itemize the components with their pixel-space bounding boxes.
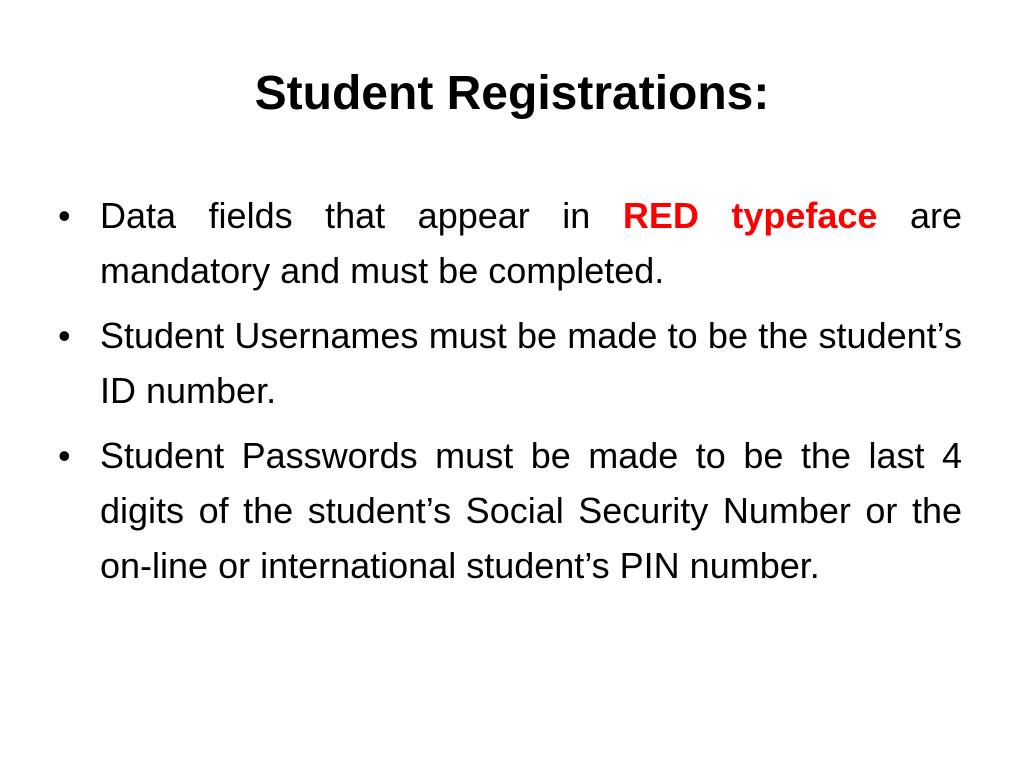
bullet-dot-icon: • [58,435,71,476]
bullet-text: Student Usernames must be made to be the student’s ID number. [100,315,962,411]
bullet-dot-icon: • [58,195,71,236]
bullet-list [58,188,962,603]
bullet-item-passwords [58,428,962,593]
bullet-text-before: Data fields that appear in [100,195,623,236]
red-typeface-highlight: RED typeface [622,195,878,236]
bullet-text-after: are mandatory and must be completed. [100,195,962,291]
slide-title: Student Registrations: [254,67,770,120]
bullet-item-mandatory-fields [58,188,962,298]
bullet-text: Student Passwords must be made to be the last 4 digits of the student’s Social Security Number or the on-line or international student’s PIN number. [100,435,962,586]
bullet-dot-icon: • [58,315,71,356]
bullet-item-usernames [58,308,962,418]
